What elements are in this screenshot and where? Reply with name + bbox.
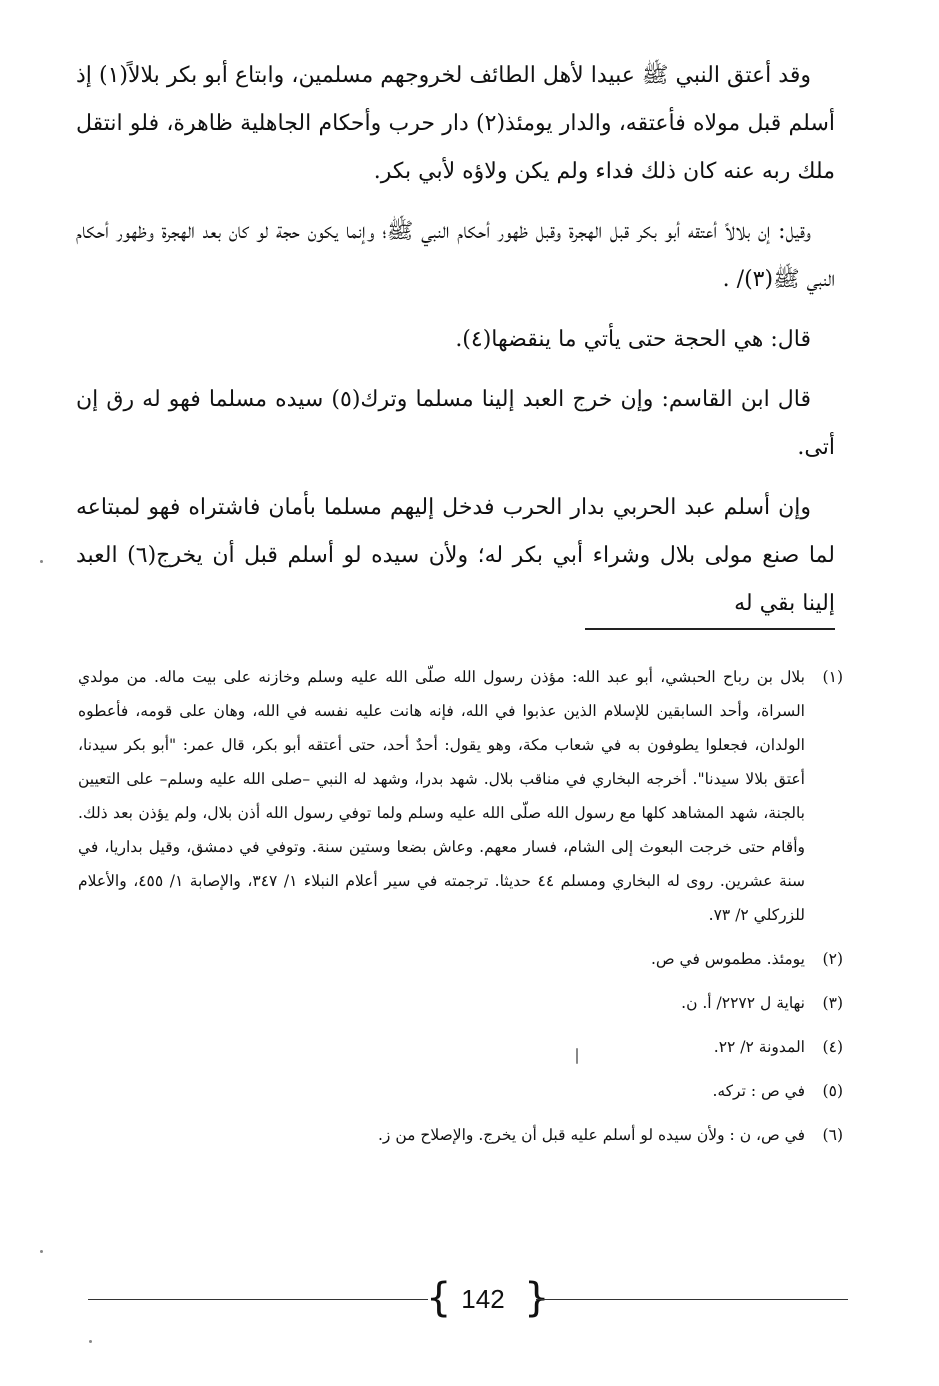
- footnote-1: [78, 660, 843, 932]
- footnote-text: المدونة ٢/ ٢٢.: [713, 1038, 805, 1056]
- footnote-text: في ص : تركه.: [712, 1082, 805, 1100]
- page-number: 142: [461, 1284, 505, 1314]
- footnote-text: بلال بن رباح الحبشي، أبو عبد الله: مؤذن رسول الله صلّى الله عليه وسلم وخازنه على بيت ماله. من مولدي السراة، وأحد السابقين للإسلام الذين عذبوا في الله، فإنه هانت عليه نفسه في الله، وهان على قومه، فأعطوه الولدان، فجعلوا يطوفون به في شعاب مكة، وهو يقول: أحدٌ أحد، حتى أعتقه أبو بكر، قال عمر: "أبو بكر سيدنا، أعتق بلالا سيدنا". أخرجه البخاري في مناقب بلال. شهد بدرا، وشهد له النبي –صلى الله عليه وسلم– على التعيين بالجنة، شهد المشاهد كلها مع رسول الله صلّى الله عليه وسلم ولما توفي رسول الله أذن بلال، ولم يؤذن بعد ذلك. وأقام حتى خرجت البعوث إلى الشام، فسار معهم. وعاش بضعا وستين سنة. وتوفي في دمشق، وقيل بداريا، في سنة عشرين. روى له البخاري ومسلم ٤٤ حديثا. ترجمته في سير أعلام النبلاء ١/ ٣٤٧، والإصابة ١/ ٤٥٥، والأعلام للزركلي ٢/ ٧٣.: [78, 668, 806, 924]
- main-text: [76, 52, 835, 640]
- scan-speck: [40, 560, 43, 563]
- footer-rule-right: [536, 1299, 848, 1300]
- scan-speck: [89, 1340, 92, 1343]
- footnote-5: [78, 1074, 843, 1108]
- paragraph-5: وإن أسلم عبد الحربي بدار الحرب فدخل إليهم مسلما بأمان فاشتراه فهو لمبتاعه لما صنع مولى بلال وشراء أبي بكر له؛ ولأن سيده لو أسلم قبل أن يخرج(٦) العبد إلينا بقي له: [76, 495, 835, 616]
- footnote-6: [78, 1118, 843, 1152]
- footnote-4: [78, 1030, 843, 1064]
- paragraph-3: قال: هي الحجة حتى يأتي ما ينقضها(٤).: [455, 327, 811, 352]
- scan-speck: [576, 1048, 578, 1064]
- footnote-number: (٦): [822, 1126, 843, 1144]
- footnote-number: (٥): [822, 1082, 843, 1100]
- paragraph-2: وقيل: إن بلالاً أعتقه أبو بكر قبل الهجرة وقبل ظهور أحكام النبي ﷺ؛ وإنما يكون حجة لو كان بعد الهجرة وظهور أحكام النبي ﷺ(٣)/ .: [76, 219, 835, 292]
- footer-rule-left: [88, 1299, 428, 1300]
- footnote-text: في ص، ن : ولأن سيده لو أسلم عليه قبل أن يخرج. والإصلاح من ز.: [378, 1126, 805, 1144]
- page-number-bracket-right: }: [524, 1275, 550, 1321]
- scan-speck: [40, 1250, 43, 1253]
- footnote-number: (٣): [822, 994, 843, 1012]
- paragraph-4: قال ابن القاسم: وإن خرج العبد إلينا مسلما وترك(٥) سيده مسلما فهو له رق إن أتى.: [76, 387, 835, 460]
- page-footer: [88, 1272, 848, 1332]
- footnote-2: [78, 942, 843, 976]
- footnote-3: [78, 986, 843, 1020]
- footnote-separator: [585, 628, 835, 630]
- footnote-number: (٤): [822, 1038, 843, 1056]
- footnote-number: (١): [822, 668, 843, 686]
- page-number-bracket-left: {: [426, 1275, 452, 1321]
- paragraph-1: وقد أعتق النبي ﷺ عبيدا لأهل الطائف لخروجهم مسلمين، وابتاع أبو بكر بلالاً(١) إذ أسلم قبل مولاه فأعتقه، والدار يومئذ(٢) دار حرب وأحكام الجاهلية ظاهرة، فلو انتقل ملك ربه عنه كان ذلك فداء ولم يكن ولاؤه لأبي بكر.: [76, 63, 835, 184]
- footnotes: [78, 660, 843, 1162]
- footnote-number: (٢): [822, 950, 843, 968]
- footnote-text: يومئذ. مطموس في ص.: [650, 950, 805, 968]
- footnote-text: نهاية ل ٢٢٧٢/ أ. ن.: [681, 994, 805, 1012]
